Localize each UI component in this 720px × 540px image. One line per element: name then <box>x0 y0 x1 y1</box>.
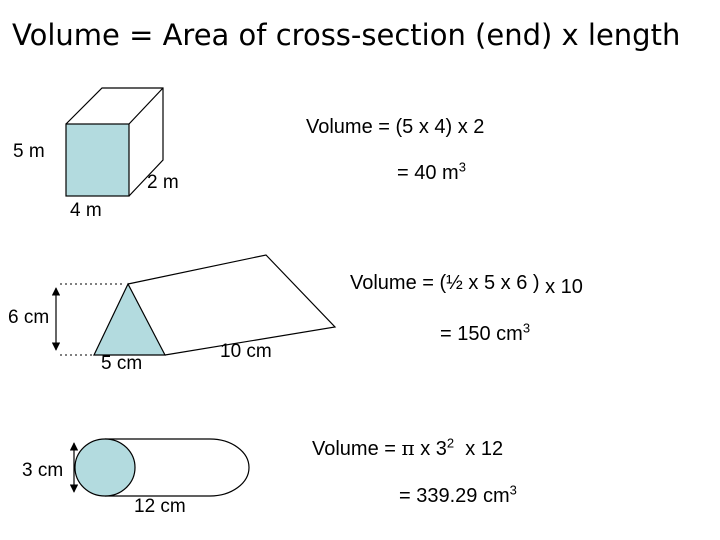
prism-volume-tail: x 10 <box>545 276 583 298</box>
cuboid-front-face <box>66 124 129 196</box>
cylinder-shape <box>74 439 249 496</box>
cuboid-length-label: 2 m <box>147 172 179 193</box>
prism-length-label: 10 cm <box>220 341 272 362</box>
cuboid-width-label: 4 m <box>70 200 102 221</box>
pi-symbol: π <box>401 436 415 460</box>
page-title: Volume = Area of cross-section (end) x length <box>12 18 681 52</box>
cylinder-volume-formula <box>312 435 504 460</box>
prism-base-label: 5 cm <box>101 353 143 374</box>
prism-height-label: 6 cm <box>8 307 50 328</box>
cylinder-volume-exponent: 2 <box>446 435 455 451</box>
cylinder-length-label: 12 cm <box>134 496 186 517</box>
cylinder-end <box>75 439 135 496</box>
cylinder-volume-tail: x 12 <box>454 438 504 460</box>
prism-edges <box>128 255 335 355</box>
prism-volume-formula <box>350 272 583 298</box>
cylinder-volume-result <box>399 482 517 507</box>
cylinder-result-exponent: 3 <box>509 482 517 498</box>
cylinder-diameter-label: 3 cm <box>22 460 64 481</box>
cuboid-top-edge <box>129 88 163 124</box>
prism-result-value: = 150 cm <box>440 323 523 345</box>
cylinder-result-value: = 339.29 cm <box>399 485 510 507</box>
cuboid-volume-formula: Volume = (5 x 4) x 2 <box>306 116 485 138</box>
prism-triangle-end <box>94 284 165 355</box>
cylinder-volume-prefix: Volume = <box>312 438 402 460</box>
cuboid-result-value: = 40 m <box>397 162 459 184</box>
prism-result-exponent: 3 <box>522 320 531 336</box>
cylinder-volume-mid: x 3 <box>414 438 447 460</box>
cuboid-result-exponent: 3 <box>458 159 466 175</box>
prism-volume-main: Volume = (½ x 5 x 6 ) <box>350 272 540 294</box>
triangular-prism-shape <box>56 255 335 355</box>
cuboid-height-label: 5 m <box>13 141 45 162</box>
cuboid-volume-result <box>397 159 466 184</box>
prism-volume-result <box>440 320 531 345</box>
